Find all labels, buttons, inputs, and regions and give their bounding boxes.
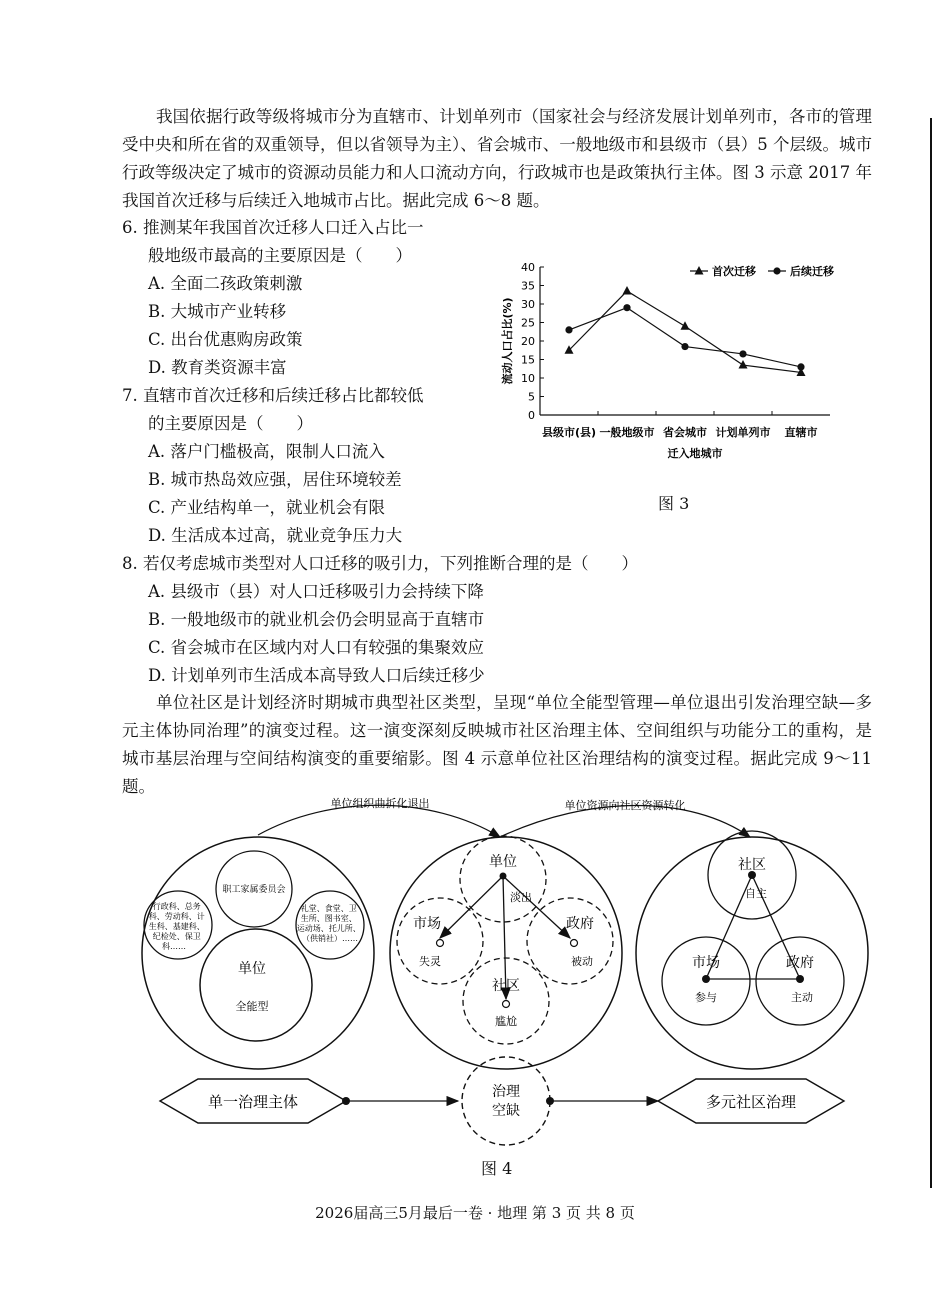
bottom-flow — [160, 1057, 844, 1145]
stage-2-governance-gap — [390, 836, 622, 1069]
figure-3-caption: 图 3 — [658, 494, 690, 513]
gov-node-label: 政府 — [566, 916, 594, 932]
single-subject-label: 单一治理主体 — [207, 1093, 299, 1111]
community-node-label: 社区 — [738, 857, 766, 873]
x-tick-label: 县级市(县) — [541, 426, 597, 439]
page-edge-rule — [930, 118, 932, 1188]
admin-dept-line: 科、劳动科、计 — [148, 912, 205, 921]
y-tick-label: 5 — [528, 390, 535, 404]
gov-node-label: 政府 — [786, 955, 814, 971]
admin-dept-line: 纪检处、保卫 — [152, 932, 201, 941]
question-7-option-a: A. 落户门槛极高，限制人口流入 — [148, 442, 385, 461]
legend-label: 首次迁移 — [712, 265, 756, 278]
question-8-stem: 8. 若仅考虑城市类型对人口迁移的吸引力，下列推断合理的是（ ） — [122, 554, 638, 573]
legend-marker — [773, 267, 780, 274]
welfare-facility-line: 礼堂、食堂、卫 — [300, 904, 357, 913]
gov-active-label: 主动 — [791, 991, 813, 1004]
series-line-triangle — [569, 291, 801, 372]
question-7-option-c: C. 产业结构单一，就业机会有限 — [148, 498, 386, 517]
market-participate-label: 参与 — [695, 991, 717, 1004]
data-point-triangle — [739, 360, 748, 369]
svg-text:礼堂、食堂、卫 生所、图书室、 运动 — [297, 903, 364, 943]
question-6-option-b: B. 大城市产业转移 — [148, 302, 287, 321]
top-arc-label-1: 单位组织曲折化退出 — [330, 797, 430, 810]
question-6-stem: 6. 推测某年我国首次迁移人口迁入占比一 — [122, 218, 424, 237]
y-tick-label: 25 — [521, 316, 535, 330]
page-footer: 2026届高三5月最后一卷 · 地理 第 3 页 共 8 页 — [315, 1204, 635, 1222]
question-8-option-a: A. 县级市（县）对人口迁移吸引力会持续下降 — [148, 582, 484, 601]
y-tick-label: 10 — [521, 372, 535, 385]
family-committee-label: 职工家属委员会 — [222, 885, 286, 895]
x-tick-label: 一般地级市 — [599, 426, 655, 439]
community-autonomy-label: 自主 — [745, 887, 767, 900]
unit-all-round-label: 全能型 — [235, 1000, 269, 1013]
legend-label: 后续迁移 — [790, 265, 834, 278]
y-tick-label: 20 — [521, 335, 535, 348]
question-6-option-d: D. 教育类资源丰富 — [148, 358, 287, 377]
community-awkward-label: 尴尬 — [495, 1015, 517, 1028]
x-tick-label: 计划单列市 — [715, 426, 771, 439]
question-7-option-b: B. 城市热岛效应强，居住环境较差 — [148, 470, 402, 489]
governance-gap-label-2: 空缺 — [492, 1103, 520, 1119]
top-arc-label-2: 单位资源向社区资源转化 — [564, 799, 686, 812]
question-7-stem-cont: 的主要原因是（ ） — [148, 414, 313, 433]
y-tick-label: 30 — [521, 298, 535, 311]
y-tick-label: 15 — [521, 353, 535, 367]
x-tick-label: 省会城市 — [663, 426, 707, 439]
data-point-circle — [623, 304, 630, 311]
stage-3-multi-governance — [636, 831, 868, 1069]
question-8-option-d: D. 计划单列市生活成本高导致人口后续迁移少 — [148, 666, 485, 685]
data-point-triangle — [681, 321, 690, 330]
governance-gap-circle — [462, 1057, 550, 1145]
figure-3-line-chart — [495, 255, 855, 475]
svg-text:行政科、总务 科、劳动科、计 生科、 — [149, 901, 208, 951]
market-node-label: 市场 — [413, 916, 441, 932]
question-7-stem: 7. 直辖市首次迁移和后续迁移占比都较低 — [122, 386, 424, 405]
question-6-stem-cont: 般地级市最高的主要原因是（ ） — [148, 246, 412, 265]
governance-gap-label-1: 治理 — [492, 1084, 520, 1100]
data-point-circle — [797, 363, 804, 370]
x-tick-label: 直辖市 — [784, 426, 818, 439]
question-8-option-b: B. 一般地级市的就业机会仍会明显高于直辖市 — [148, 610, 485, 629]
welfare-facility-line: 生所、图书室、 — [300, 914, 357, 923]
market-failure-label: 失灵 — [419, 955, 441, 968]
admin-dept-line: 行政科、总务 — [152, 902, 201, 911]
y-axis-label: 流动人口占比(%) — [501, 297, 514, 385]
top-arc-arrow-1 — [258, 805, 500, 837]
legend-marker — [695, 266, 704, 275]
welfare-facility-line: （供销社）…… — [302, 934, 358, 943]
y-tick-label: 35 — [521, 279, 535, 293]
admin-dept-line: 科…… — [162, 942, 186, 951]
multi-governance-label: 多元社区治理 — [705, 1093, 797, 1111]
y-tick-label: 0 — [528, 409, 535, 422]
stage-1-unit-full-management — [142, 837, 374, 1069]
data-point-circle — [565, 326, 572, 333]
question-8-option-c: C. 省会城市在区域内对人口有较强的集聚效应 — [148, 638, 485, 657]
admin-dept-line: 生科、基建科、 — [148, 922, 205, 931]
x-axis-label: 迁入地城市 — [667, 447, 723, 460]
intro-paragraph-2: 单位社区是计划经济时期城市典型社区类型，呈现“单位全能型管理—单位退出引发治理空缺—多元主体协同治理”的演变过程。这一演变深刻反映城市社区治理主体、空间组织与功能分工的重构，是城市基层治理与空间结构演变的重要缩影。图 4 示意单位社区治理结构的演变过程。据此完成 9～11 题。 — [122, 693, 872, 796]
unit-label: 单位 — [238, 961, 266, 977]
unit-fade-label: 淡出 — [510, 891, 532, 904]
series-line-circle — [569, 308, 801, 367]
data-point-circle — [739, 350, 746, 357]
y-tick-label: 40 — [521, 261, 535, 274]
figure-4-diagram — [130, 795, 910, 1150]
data-point-circle — [681, 343, 688, 350]
intro-paragraph-1: 我国依据行政等级将城市分为直辖市、计划单列市（国家社会与经济发展计划单列市，各市的管理受中央和所在省的双重领导，但以省领导为主）、省会城市、一般地级市和县级市（县）5 个层级。城市行政等级决定了城市的资源动员能力和人口流动方向，行政城市也是政策执行主体。图 3 示意 2017 年我国首次迁移与后续迁入地城市占比。据此完成 6～8 题。 — [122, 107, 872, 210]
question-6-option-c: C. 出台优惠购房政策 — [148, 330, 303, 349]
welfare-facility-line: 运动场、托儿所、 — [296, 924, 361, 933]
unit-node-label: 单位 — [489, 854, 517, 870]
data-point-triangle — [623, 286, 632, 295]
question-7-option-d: D. 生活成本过高，就业竞争压力大 — [148, 526, 403, 545]
gov-passive-label: 被动 — [571, 955, 593, 968]
figure-4-caption: 图 4 — [481, 1159, 513, 1178]
market-node-label: 市场 — [692, 955, 720, 971]
unit-circle — [200, 929, 312, 1041]
community-node-label: 社区 — [492, 978, 520, 994]
question-6-option-a: A. 全面二孩政策刺激 — [148, 274, 303, 293]
